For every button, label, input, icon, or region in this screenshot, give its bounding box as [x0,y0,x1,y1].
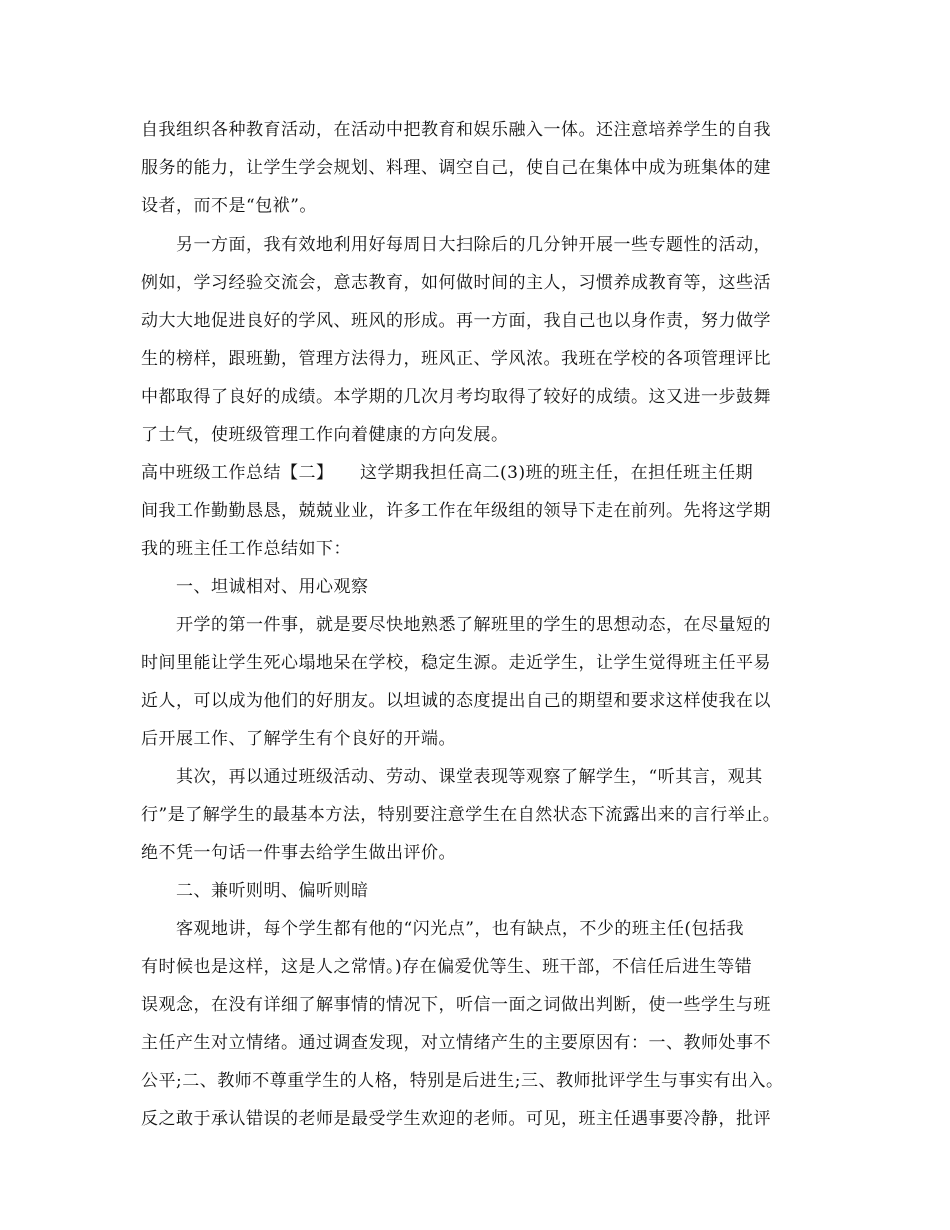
text-line: 其次，再以通过班级活动、劳动、课堂表现等观察了解学生，“听其言，观其 [176,767,763,787]
text-line: 开学的第一件事，就是要尽快地熟悉了解班里的学生的思想动态，在尽量短的 [176,615,771,635]
text-line: 服务的能力，让学生学会规划、料理、调空自己，使自己在集体中成为班集体的建 [141,158,771,178]
text-line: 主任产生对立情绪。通过调查发现，对立情绪产生的主要原因有：一、教师处事不 [141,1033,771,1053]
subheading-line: 一、坦诚相对、用心观察 [176,577,369,597]
text-line: 了士气，使班级管理工作向着健康的方向发展。 [141,425,509,445]
text-line: 生的榜样，跟班勤，管理方法得力，班风正、学风浓。我班在学校的各项管理评比 [141,349,771,369]
subheading-line: 二、兼听则明、偏听则暗 [176,881,369,901]
text-line: 例如，学习经验交流会，意志教育，如何做时间的主人，习惯养成教育等，这些活 [141,273,771,293]
text-line: 另一方面，我有效地利用好每周日大扫除后的几分钟开展一些专题性的活动， [176,235,771,255]
text-line: 近人，可以成为他们的好朋友。以坦诚的态度提出自己的期望和要求这样使我在以 [141,691,771,711]
text-line: 动大大地促进良好的学风、班风的形成。再一方面，我自己也以身作责，努力做学 [141,311,771,331]
text-line: 行”是了解学生的最基本方法，特别要注意学生在自然状态下流露出来的言行举止。 [141,805,781,825]
text-line: 公平;二、教师不尊重学生的人格，特别是后进生;三、教师批评学生与事实有出入。 [141,1071,784,1091]
text-line: 反之敢于承认错误的老师是最受学生欢迎的老师。可见，班主任遇事要冷静，批评 [141,1109,771,1129]
text-line: 时间里能让学生死心塌地呆在学校，稳定生源。走近学生，让学生觉得班主任平易 [141,653,771,673]
text-line: 中都取得了良好的成绩。本学期的几次月考均取得了较好的成绩。这又进一步鼓舞 [141,387,771,407]
text-line: 客观地讲，每个学生都有他的“闪光点”，也有缺点，不少的班主任(包括我 [176,919,745,939]
text-line: 误观念，在没有详细了解事情的情况下，听信一面之词做出判断，使一些学生与班 [141,995,771,1015]
text-line: 我的班主任工作总结如下： [141,539,351,559]
text-line: 间我工作勤勤恳恳，兢兢业业，许多工作在年级组的领导下走在前列。先将这学期 [141,501,771,521]
text-line: 有时候也是这样，这是人之常情。)存在偏爱优等生、班干部，不信任后进生等错 [141,957,753,977]
text-line: 后开展工作、了解学生有个良好的开端。 [141,729,456,749]
section-title-line: 高中班级工作总结【二】 这学期我担任高二(3)班的班主任，在担任班主任期 [141,463,754,483]
text-line: 设者，而不是“包袱”。 [141,196,317,216]
text-line: 绝不凭一句话一件事去给学生做出评价。 [141,843,456,863]
text-line: 自我组织各种教育活动，在活动中把教育和娱乐融入一体。还注意培养学生的自我 [141,120,771,140]
